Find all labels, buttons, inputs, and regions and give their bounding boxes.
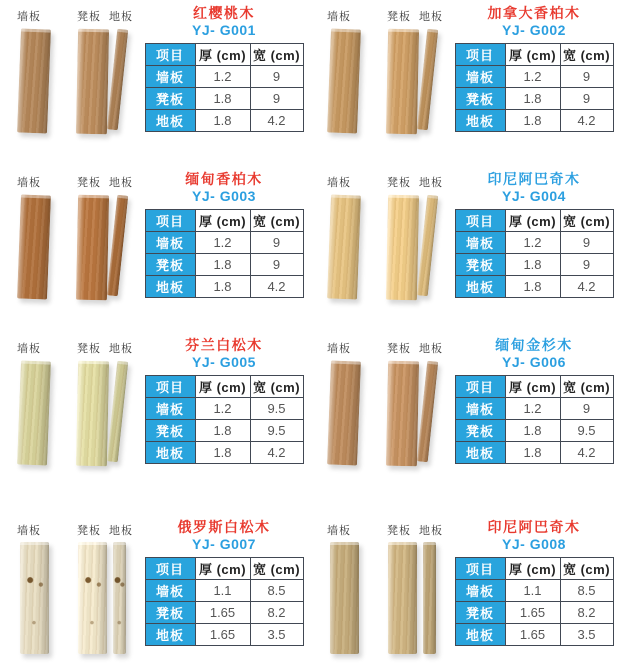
product-info [453, 519, 615, 646]
product-model: YJ- G008 [502, 536, 566, 552]
floor-board-photo [107, 361, 128, 463]
spec-value-thickness: 1.8 [195, 276, 250, 298]
spec-value-thickness: 1.8 [195, 110, 250, 132]
spec-header-width: 宽 (cm) [560, 44, 613, 66]
spec-value-thickness: 1.2 [195, 232, 250, 254]
product-name: 红樱桃木 [193, 5, 255, 21]
spec-row-label: 墙板 [145, 580, 195, 602]
spec-header-item: 项目 [145, 558, 195, 580]
product-model: YJ- G006 [502, 354, 566, 370]
spec-value-thickness: 1.8 [195, 88, 250, 110]
product-model: YJ- G007 [192, 536, 256, 552]
spec-header-thickness: 厚 (cm) [195, 376, 250, 398]
spec-header-row [145, 376, 303, 398]
spec-row-label: 墙板 [145, 232, 195, 254]
spec-header-row [455, 44, 613, 66]
product-info [143, 519, 305, 646]
bench-board-label: 凳板 [387, 525, 411, 537]
product-name: 缅甸香柏木 [185, 171, 263, 187]
spec-value-width: 9 [250, 254, 303, 276]
wall-board-photo [327, 194, 361, 299]
product-model: YJ- G002 [502, 22, 566, 38]
spec-value-width: 9.5 [560, 420, 613, 442]
spec-value-width: 4.2 [560, 276, 613, 298]
spec-value-width: 9 [250, 66, 303, 88]
bench-board-label: 凳板 [387, 11, 411, 23]
spec-value-width: 3.5 [560, 624, 613, 646]
spec-value-width: 9 [560, 66, 613, 88]
bench-board-photo [76, 29, 109, 135]
floor-board-label: 地板 [109, 343, 133, 355]
bench-board-photo [386, 29, 419, 135]
floor-board-photo [107, 195, 128, 297]
bench-board-label: 凳板 [387, 343, 411, 355]
spec-value-thickness: 1.8 [505, 254, 560, 276]
product-card [310, 332, 620, 498]
spec-header-item: 项目 [455, 44, 505, 66]
product-info [453, 171, 615, 298]
product-info [143, 5, 305, 132]
spec-row-floor [455, 276, 613, 298]
product-card [0, 498, 310, 664]
spec-row-label: 地板 [145, 276, 195, 298]
wall-board-photo [330, 542, 359, 654]
spec-row-bench [455, 88, 613, 110]
spec-header-item: 项目 [455, 558, 505, 580]
spec-value-width: 8.2 [250, 602, 303, 624]
spec-value-thickness: 1.65 [505, 624, 560, 646]
spec-header-width: 宽 (cm) [560, 558, 613, 580]
spec-row-label: 凳板 [145, 88, 195, 110]
spec-row-wall [455, 66, 613, 88]
spec-row-bench [455, 254, 613, 276]
floor-board-label: 地板 [419, 343, 443, 355]
spec-row-label: 地板 [455, 110, 505, 132]
bench-board-label: 凳板 [77, 11, 101, 23]
wall-board-label: 墙板 [17, 343, 41, 355]
spec-value-thickness: 1.8 [505, 420, 560, 442]
product-card [310, 166, 620, 332]
spec-value-thickness: 1.2 [195, 66, 250, 88]
spec-header-item: 项目 [455, 210, 505, 232]
bench-board-photo [388, 542, 417, 654]
spec-header-thickness: 厚 (cm) [505, 558, 560, 580]
spec-row-floor [455, 110, 613, 132]
spec-header-row [455, 376, 613, 398]
spec-header-thickness: 厚 (cm) [505, 44, 560, 66]
spec-row-label: 墙板 [145, 398, 195, 420]
bench-board-photo [386, 361, 419, 467]
spec-table [455, 43, 614, 132]
spec-header-row [455, 558, 613, 580]
spec-table [455, 375, 614, 464]
spec-row-label: 墙板 [145, 66, 195, 88]
floor-board-photo [417, 195, 438, 297]
product-name: 芬兰白松木 [185, 337, 263, 353]
spec-value-thickness: 1.1 [195, 580, 250, 602]
spec-row-label: 凳板 [455, 602, 505, 624]
wall-board-photo [327, 28, 361, 133]
wall-board-photo [17, 360, 51, 465]
spec-value-width: 9.5 [250, 420, 303, 442]
spec-table [145, 557, 304, 646]
product-info [453, 5, 615, 132]
spec-row-wall [145, 398, 303, 420]
wall-board-label: 墙板 [17, 177, 41, 189]
product-info [143, 171, 305, 298]
spec-value-thickness: 1.8 [195, 442, 250, 464]
spec-value-width: 8.2 [560, 602, 613, 624]
spec-row-bench [145, 254, 303, 276]
spec-table [145, 43, 304, 132]
product-model: YJ- G001 [192, 22, 256, 38]
spec-row-label: 凳板 [455, 420, 505, 442]
spec-row-floor [455, 624, 613, 646]
wall-board-label: 墙板 [327, 343, 351, 355]
spec-value-thickness: 1.2 [505, 232, 560, 254]
spec-row-wall [145, 66, 303, 88]
spec-row-label: 地板 [145, 110, 195, 132]
spec-table [145, 209, 304, 298]
floor-board-label: 地板 [419, 177, 443, 189]
spec-header-row [145, 210, 303, 232]
product-name: 缅甸金杉木 [495, 337, 573, 353]
spec-value-thickness: 1.8 [505, 442, 560, 464]
spec-header-row [145, 558, 303, 580]
bench-board-photo [386, 195, 419, 301]
product-card [0, 332, 310, 498]
product-name: 印尼阿巴奇木 [487, 519, 581, 535]
spec-value-thickness: 1.8 [505, 88, 560, 110]
spec-row-label: 凳板 [145, 602, 195, 624]
spec-row-floor [145, 276, 303, 298]
spec-value-width: 9.5 [250, 398, 303, 420]
wall-board-label: 墙板 [17, 11, 41, 23]
bench-board-photo [78, 542, 107, 654]
spec-header-thickness: 厚 (cm) [195, 210, 250, 232]
spec-row-label: 凳板 [145, 420, 195, 442]
spec-value-thickness: 1.8 [505, 276, 560, 298]
wall-board-photo [20, 542, 49, 654]
spec-value-width: 9 [560, 88, 613, 110]
floor-board-label: 地板 [109, 177, 133, 189]
spec-row-bench [145, 420, 303, 442]
spec-value-width: 9 [560, 398, 613, 420]
spec-value-width: 9 [250, 232, 303, 254]
spec-row-label: 地板 [455, 624, 505, 646]
spec-header-row [145, 44, 303, 66]
spec-header-width: 宽 (cm) [250, 376, 303, 398]
spec-row-wall [455, 580, 613, 602]
spec-row-label: 凳板 [455, 254, 505, 276]
wall-board-label: 墙板 [327, 11, 351, 23]
spec-value-width: 8.5 [560, 580, 613, 602]
spec-header-width: 宽 (cm) [250, 44, 303, 66]
spec-header-thickness: 厚 (cm) [505, 210, 560, 232]
spec-value-thickness: 1.2 [505, 66, 560, 88]
spec-row-label: 墙板 [455, 232, 505, 254]
product-model: YJ- G004 [502, 188, 566, 204]
spec-header-width: 宽 (cm) [560, 376, 613, 398]
spec-value-thickness: 1.65 [195, 624, 250, 646]
spec-header-item: 项目 [145, 376, 195, 398]
product-name: 加拿大香柏木 [487, 5, 581, 21]
product-info [143, 337, 305, 464]
spec-row-label: 凳板 [145, 254, 195, 276]
spec-value-thickness: 1.65 [195, 602, 250, 624]
floor-board-photo [423, 542, 436, 654]
spec-table [455, 557, 614, 646]
floor-board-label: 地板 [419, 525, 443, 537]
wall-board-photo [17, 28, 51, 133]
spec-row-bench [455, 602, 613, 624]
wall-board-photo [327, 360, 361, 465]
product-card [0, 166, 310, 332]
bench-board-label: 凳板 [77, 177, 101, 189]
floor-board-photo [113, 542, 126, 654]
product-card [310, 498, 620, 664]
wall-board-label: 墙板 [327, 177, 351, 189]
spec-row-label: 地板 [455, 276, 505, 298]
bench-board-photo [76, 361, 109, 467]
spec-value-width: 9 [560, 254, 613, 276]
spec-value-width: 4.2 [250, 442, 303, 464]
product-name: 俄罗斯白松木 [177, 519, 271, 535]
spec-header-thickness: 厚 (cm) [195, 558, 250, 580]
wall-board-label: 墙板 [327, 525, 351, 537]
floor-board-photo [107, 29, 128, 131]
spec-value-width: 8.5 [250, 580, 303, 602]
spec-row-label: 地板 [145, 442, 195, 464]
spec-row-wall [145, 232, 303, 254]
floor-board-photo [417, 361, 438, 463]
bench-board-label: 凳板 [77, 525, 101, 537]
spec-header-item: 项目 [145, 210, 195, 232]
spec-value-thickness: 1.8 [505, 110, 560, 132]
spec-row-label: 地板 [145, 624, 195, 646]
spec-value-thickness: 1.2 [505, 398, 560, 420]
spec-value-thickness: 1.1 [505, 580, 560, 602]
product-model: YJ- G003 [192, 188, 256, 204]
spec-row-wall [145, 580, 303, 602]
spec-row-floor [145, 442, 303, 464]
bench-board-label: 凳板 [77, 343, 101, 355]
product-card [0, 0, 310, 166]
spec-header-thickness: 厚 (cm) [505, 376, 560, 398]
spec-value-thickness: 1.65 [505, 602, 560, 624]
wall-board-label: 墙板 [17, 525, 41, 537]
spec-row-bench [145, 602, 303, 624]
spec-row-label: 地板 [455, 442, 505, 464]
product-card [310, 0, 620, 166]
bench-board-photo [76, 195, 109, 301]
spec-row-floor [145, 110, 303, 132]
spec-header-width: 宽 (cm) [560, 210, 613, 232]
spec-value-width: 4.2 [560, 110, 613, 132]
spec-header-width: 宽 (cm) [250, 210, 303, 232]
spec-value-thickness: 1.2 [195, 398, 250, 420]
spec-value-width: 4.2 [250, 276, 303, 298]
product-name: 印尼阿巴奇木 [487, 171, 581, 187]
spec-row-floor [145, 624, 303, 646]
spec-header-item: 项目 [145, 44, 195, 66]
spec-value-width: 9 [560, 232, 613, 254]
spec-row-wall [455, 398, 613, 420]
spec-value-width: 3.5 [250, 624, 303, 646]
floor-board-photo [417, 29, 438, 131]
product-info [453, 337, 615, 464]
spec-value-thickness: 1.8 [195, 420, 250, 442]
spec-header-item: 项目 [455, 376, 505, 398]
spec-value-width: 4.2 [560, 442, 613, 464]
floor-board-label: 地板 [419, 11, 443, 23]
spec-row-bench [455, 420, 613, 442]
spec-table [455, 209, 614, 298]
floor-board-label: 地板 [109, 11, 133, 23]
spec-row-label: 墙板 [455, 398, 505, 420]
spec-row-label: 凳板 [455, 88, 505, 110]
spec-header-thickness: 厚 (cm) [195, 44, 250, 66]
floor-board-label: 地板 [109, 525, 133, 537]
spec-row-bench [145, 88, 303, 110]
spec-header-row [455, 210, 613, 232]
spec-row-wall [455, 232, 613, 254]
spec-row-floor [455, 442, 613, 464]
spec-value-thickness: 1.8 [195, 254, 250, 276]
spec-value-width: 9 [250, 88, 303, 110]
product-model: YJ- G005 [192, 354, 256, 370]
wall-board-photo [17, 194, 51, 299]
bench-board-label: 凳板 [387, 177, 411, 189]
spec-table [145, 375, 304, 464]
spec-row-label: 墙板 [455, 580, 505, 602]
spec-row-label: 墙板 [455, 66, 505, 88]
spec-header-width: 宽 (cm) [250, 558, 303, 580]
spec-value-width: 4.2 [250, 110, 303, 132]
